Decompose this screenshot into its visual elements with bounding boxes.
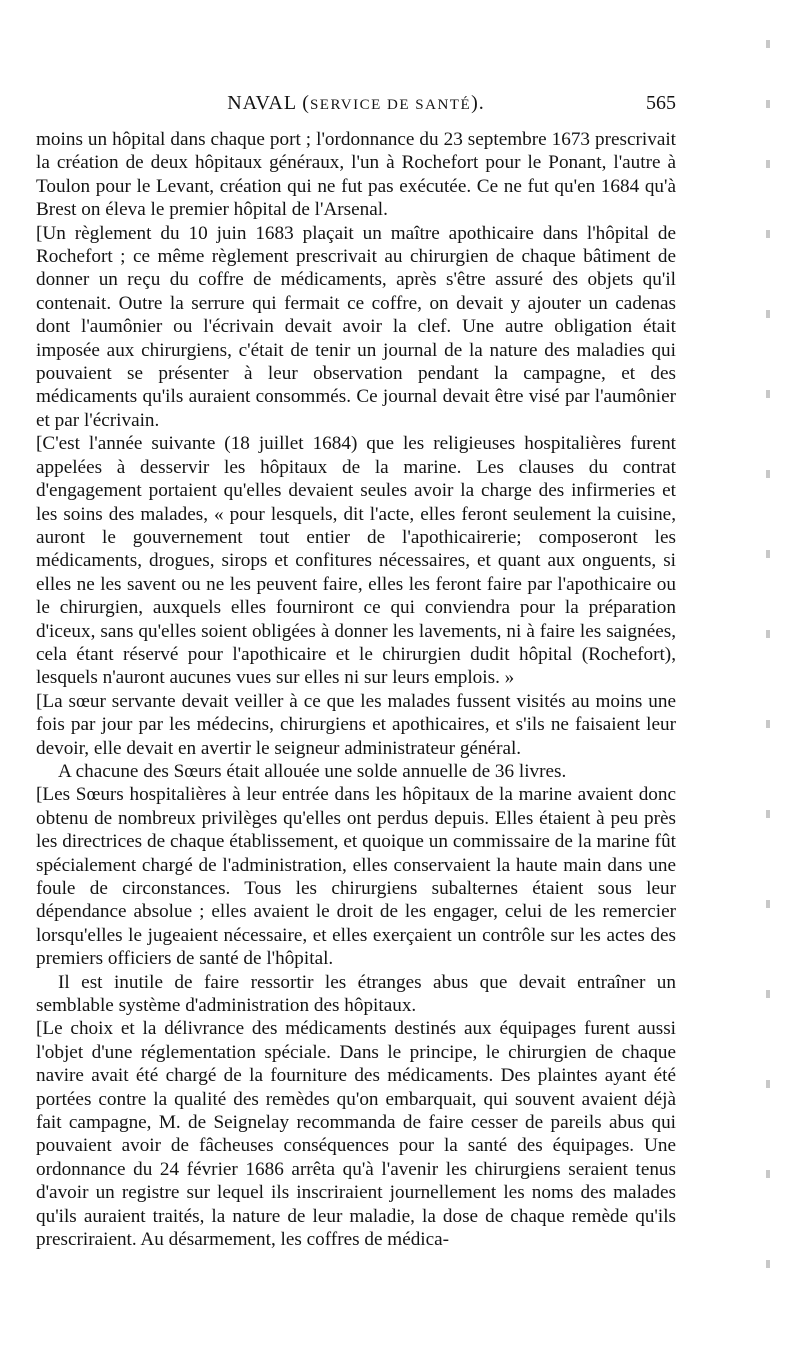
margin-mark [766,720,770,728]
margin-mark [766,630,770,638]
margin-mark [766,310,770,318]
margin-mark [766,990,770,998]
scan-margin-marks [760,30,780,1330]
paragraph-8: [Le choix et la délivrance des médicaments destinés aux équipages furent aussi l'objet d'une réglementation spéciale. Dans le principe, le chirurgien de chaque navire avait été chargé de la fourniture des médicaments. Des plaintes ayant été portées contre la qualité des remèdes qu'on embarquait, qui souvent avaient déjà fait campagne, M. de Seignelay recommanda de faire cesser de pareils abus qui pouvaient avoir de fâcheuses conséquences pour la santé des équipages. Une ordonnance du 24 février 1686 arrêta qu'à l'avenir les chirurgiens seraient tenus d'avoir un registre sur lequel ils inscriraient journellement les noms des malades qu'ils auraient traités, la nature de leur maladie, la dose de chaque remède qu'ils prescriraient. Au désarmement, les coffres de médica- [36,1018,676,1251]
paragraph-4: [La sœur servante devait veiller à ce que les malades fussent visités au moins une fois par jour par les médecins, chirurgiens et apothicaires, et s'ils ne faisaient leur devoir, elle devait en avertir le seigneur administrateur général. [36,690,676,759]
margin-mark [766,900,770,908]
page-number: 565 [646,92,676,114]
paragraph-2: [Un règlement du 10 juin 1683 plaçait un maître apothicaire dans l'hôpital de Rochefort ; ce même règlement prescrivait au chirurgien de chaque bâtiment de donner un reçu du coffre de médicaments, après s'être assuré des objets qu'il contenait. Outre la serrure qui fermait ce coffre, on devait y ajouter un cadenas dont l'aumônier ou l'écrivain devait avoir la clef. Une autre obligation était imposée aux chirurgiens, c'était de tenir un journal de la nature des maladies qui pouvaient se présenter à leur observation pendant la campagne, et des médicaments qu'ils auraient consommés. Ce journal devait être visé par l'aumônier et par l'écrivain. [36,222,676,431]
margin-mark [766,470,770,478]
running-title-end: ). [471,92,485,114]
running-title-sub: SERVICE DE SANTÉ [309,97,472,113]
body-text [36,128,676,1252]
margin-mark [766,1260,770,1268]
paragraph-3: [C'est l'année suivante (18 juillet 1684) que les religieuses hospitalières furent appelées à desservir les hôpitaux de la marine. Les clauses du contrat d'engagement portaient qu'elles devaient seules avoir la charge des infirmeries et les soins des malades, « pour lesquels, dit l'acte, elles feront seulement la cuisine, auront le gouvernement tout entier de l'apothicairerie; composeront les médicaments, drogues, sirops et confitures nécessaires, et quant aux onguents, si elles ne les savent ou ne les peuvent faire, elles les feront faire par l'apothicaire ou le chirurgien, auxquels elles fourniront ce qui conviendra pour la préparation d'iceux, sans qu'elles soient obligées à donner les lavements, ni à faire les saignées, cela étant réservé pour l'apothicaire et le chirurgien dudit hôpital (Rochefort), lesquels n'auront aucunes vues sur elles ni sur leurs emplois. » [36,433,676,689]
margin-mark [766,160,770,168]
margin-mark [766,1170,770,1178]
running-header [36,92,676,118]
paragraph-6: [Les Sœurs hospitalières à leur entrée dans les hôpitaux de la marine avaient donc obtenu de nombreux privilèges qu'elles ont perdus depuis. Elles étaient à peu près les directrices de chaque établissement, et quoique un commissaire de la marine fût spécialement chargé de l'administration, elles conservaient la haute main dans une foule de circonstances. Tous les chirurgiens subalternes étaient sous leur dépendance absolue ; elles avaient le droit de les engager, celui de les remercier lorsqu'elles le jugeaient nécessaire, et elles exerçaient un contrôle sur les actes des premiers officiers de santé de l'hôpital. [36,784,676,970]
paragraph-7: Il est inutile de faire ressortir les étranges abus que devait entraîner un semblable système d'administration des hôpitaux. [36,971,676,1017]
margin-mark [766,230,770,238]
margin-mark [766,390,770,398]
margin-mark [766,810,770,818]
paragraph-5: A chacune des Sœurs était allouée une solde annuelle de 36 livres. [58,760,567,782]
running-title-main: NAVAL ( [227,92,310,114]
margin-mark [766,550,770,558]
paragraph-1: moins un hôpital dans chaque port ; l'ordonnance du 23 septembre 1673 prescrivait la création de deux hôpitaux généraux, l'un à Rochefort pour le Ponant, l'autre à Toulon pour le Levant, création qui ne fut pas exécutée. Ce ne fut qu'en 1684 qu'à Brest on éleva le premier hôpital de l'Arsenal. [36,129,676,221]
margin-mark [766,100,770,108]
margin-mark [766,1080,770,1088]
running-title [36,92,676,115]
margin-mark [766,40,770,48]
